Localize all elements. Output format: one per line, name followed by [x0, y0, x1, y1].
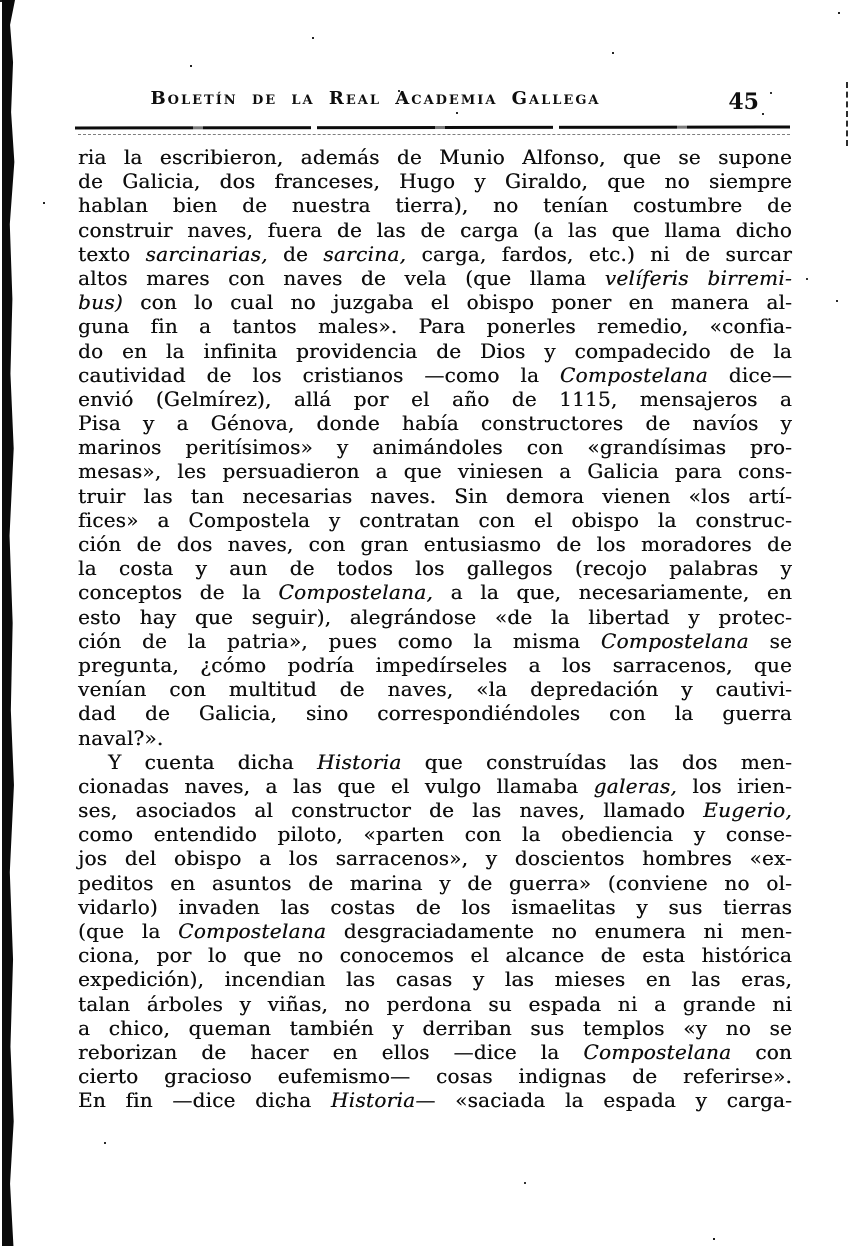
text-line: jos del obispo a los sarracenos», y doscientos hombres «ex-	[78, 846, 792, 871]
text-line: hablan bien de nuestra tierra), no tenían costumbre de	[78, 193, 792, 218]
header-rule-dotted	[78, 134, 790, 135]
running-header	[78, 88, 792, 122]
text-line: altos mares con naves de vela (que llama velíferis birremi-	[78, 265, 792, 290]
text-line: conceptos de la Compostelana, a la que, necesariamente, en	[78, 580, 792, 605]
text-line: ción de dos naves, con gran entusiasmo de los moradores de	[78, 532, 792, 556]
text-line: peditos en asuntos de marina y de guerra» (conviene no ol-	[78, 870, 792, 895]
text-line: expedición), incendian las casas y las mieses en las eras,	[78, 967, 792, 992]
page-number: 45	[728, 89, 759, 115]
text-line: do en la infinita providencia de Dios y compadecido de la	[78, 338, 792, 363]
text-line: dad de Galicia, sino correspondiéndoles con la guerra	[78, 701, 792, 726]
text-line: talan árboles y viñas, no perdona su espada ni a grande ni	[78, 991, 792, 1016]
text-line: Pisa y a Génova, donde había constructores de navíos y	[78, 411, 792, 436]
text-line: cautividad de los cristianos —como la Compostelana dice—	[78, 362, 792, 387]
text-line: fices» a Compostela y contratan con el obispo la construc-	[78, 507, 792, 532]
text-line: construir naves, fuera de las de carga (a las que llama dicho	[78, 217, 792, 242]
text-line: vidarlo) invaden las costas de los ismaelitas y sus tierras	[78, 894, 792, 919]
text-line: venían con multitud de naves, «la depredación y cautivi-	[78, 677, 792, 702]
text-line: la costa y aun de todos los gallegos (recojo palabras y	[78, 556, 792, 581]
text-line: texto sarcinarias, de sarcina, carga, fardos, etc.) ni de surcar	[78, 241, 792, 266]
text-line: truir las tan necesarias naves. Sin demora vienen «los artí-	[78, 483, 792, 508]
page-body	[78, 145, 792, 1113]
text-line: (que la Compostelana desgraciadamente no enumera ni men-	[78, 919, 792, 943]
text-line: En fin —dice dicha Historia— «saciada la espada y carga-	[78, 1088, 792, 1113]
text-line: de Galicia, dos franceses, Hugo y Giraldo, que no siempre	[78, 169, 792, 194]
text-line: ria la escribieron, además de Munio Alfonso, que se supone	[78, 145, 792, 169]
text-line: ses, asociados al constructor de las naves, llamado Eugerio,	[78, 798, 792, 823]
scan-noise-specks	[0, 0, 2, 2]
text-line: cionadas naves, a las que el vulgo llamaba galeras, los irien-	[78, 773, 792, 798]
scan-edge-artifact	[846, 82, 848, 146]
text-line: ciona, por lo que no conocemos el alcance de esta histórica	[78, 943, 792, 968]
text-line: cierto gracioso eufemismo— cosas indignas de referirse».	[78, 1064, 792, 1089]
text-line: ción de la patria», pues como la misma Compostelana se	[78, 628, 792, 653]
text-line: pregunta, ¿cómo podría impedírseles a los sarracenos, que	[78, 652, 792, 677]
text-line: guna fin a tantos males». Para ponerles remedio, «confia-	[78, 314, 792, 339]
text-line: mesas», les persuadieron a que viniesen a Galicia para cons-	[78, 459, 792, 484]
text-line: esto hay que seguir), alegrándose «de la libertad y protec-	[78, 604, 792, 629]
text-line: reborizan de hacer en ellos —dice la Compostelana con	[78, 1039, 792, 1064]
paragraph	[78, 145, 792, 750]
text-line: naval?».	[78, 725, 164, 750]
paragraph	[78, 750, 792, 1113]
book-binding-edge	[2, 0, 15, 1246]
text-line: marinos peritísimos» y animándoles con «grandísimas pro-	[78, 435, 792, 460]
text-line: como entendido piloto, «parten con la obediencia y conse-	[78, 822, 792, 847]
header-rule	[75, 126, 790, 130]
text-line: Y cuenta dicha Historia que construídas las dos men-	[108, 749, 792, 774]
text-line: envió (Gelmírez), allá por el año de 1115, mensajeros a	[78, 386, 792, 411]
text-line: a chico, queman también y derriban sus templos «y no se	[78, 1015, 792, 1040]
text-line: bus) con lo cual no juzgaba el obispo poner en manera al-	[78, 290, 792, 315]
journal-title: Boletín de la Real Academia Gallega	[150, 88, 601, 109]
